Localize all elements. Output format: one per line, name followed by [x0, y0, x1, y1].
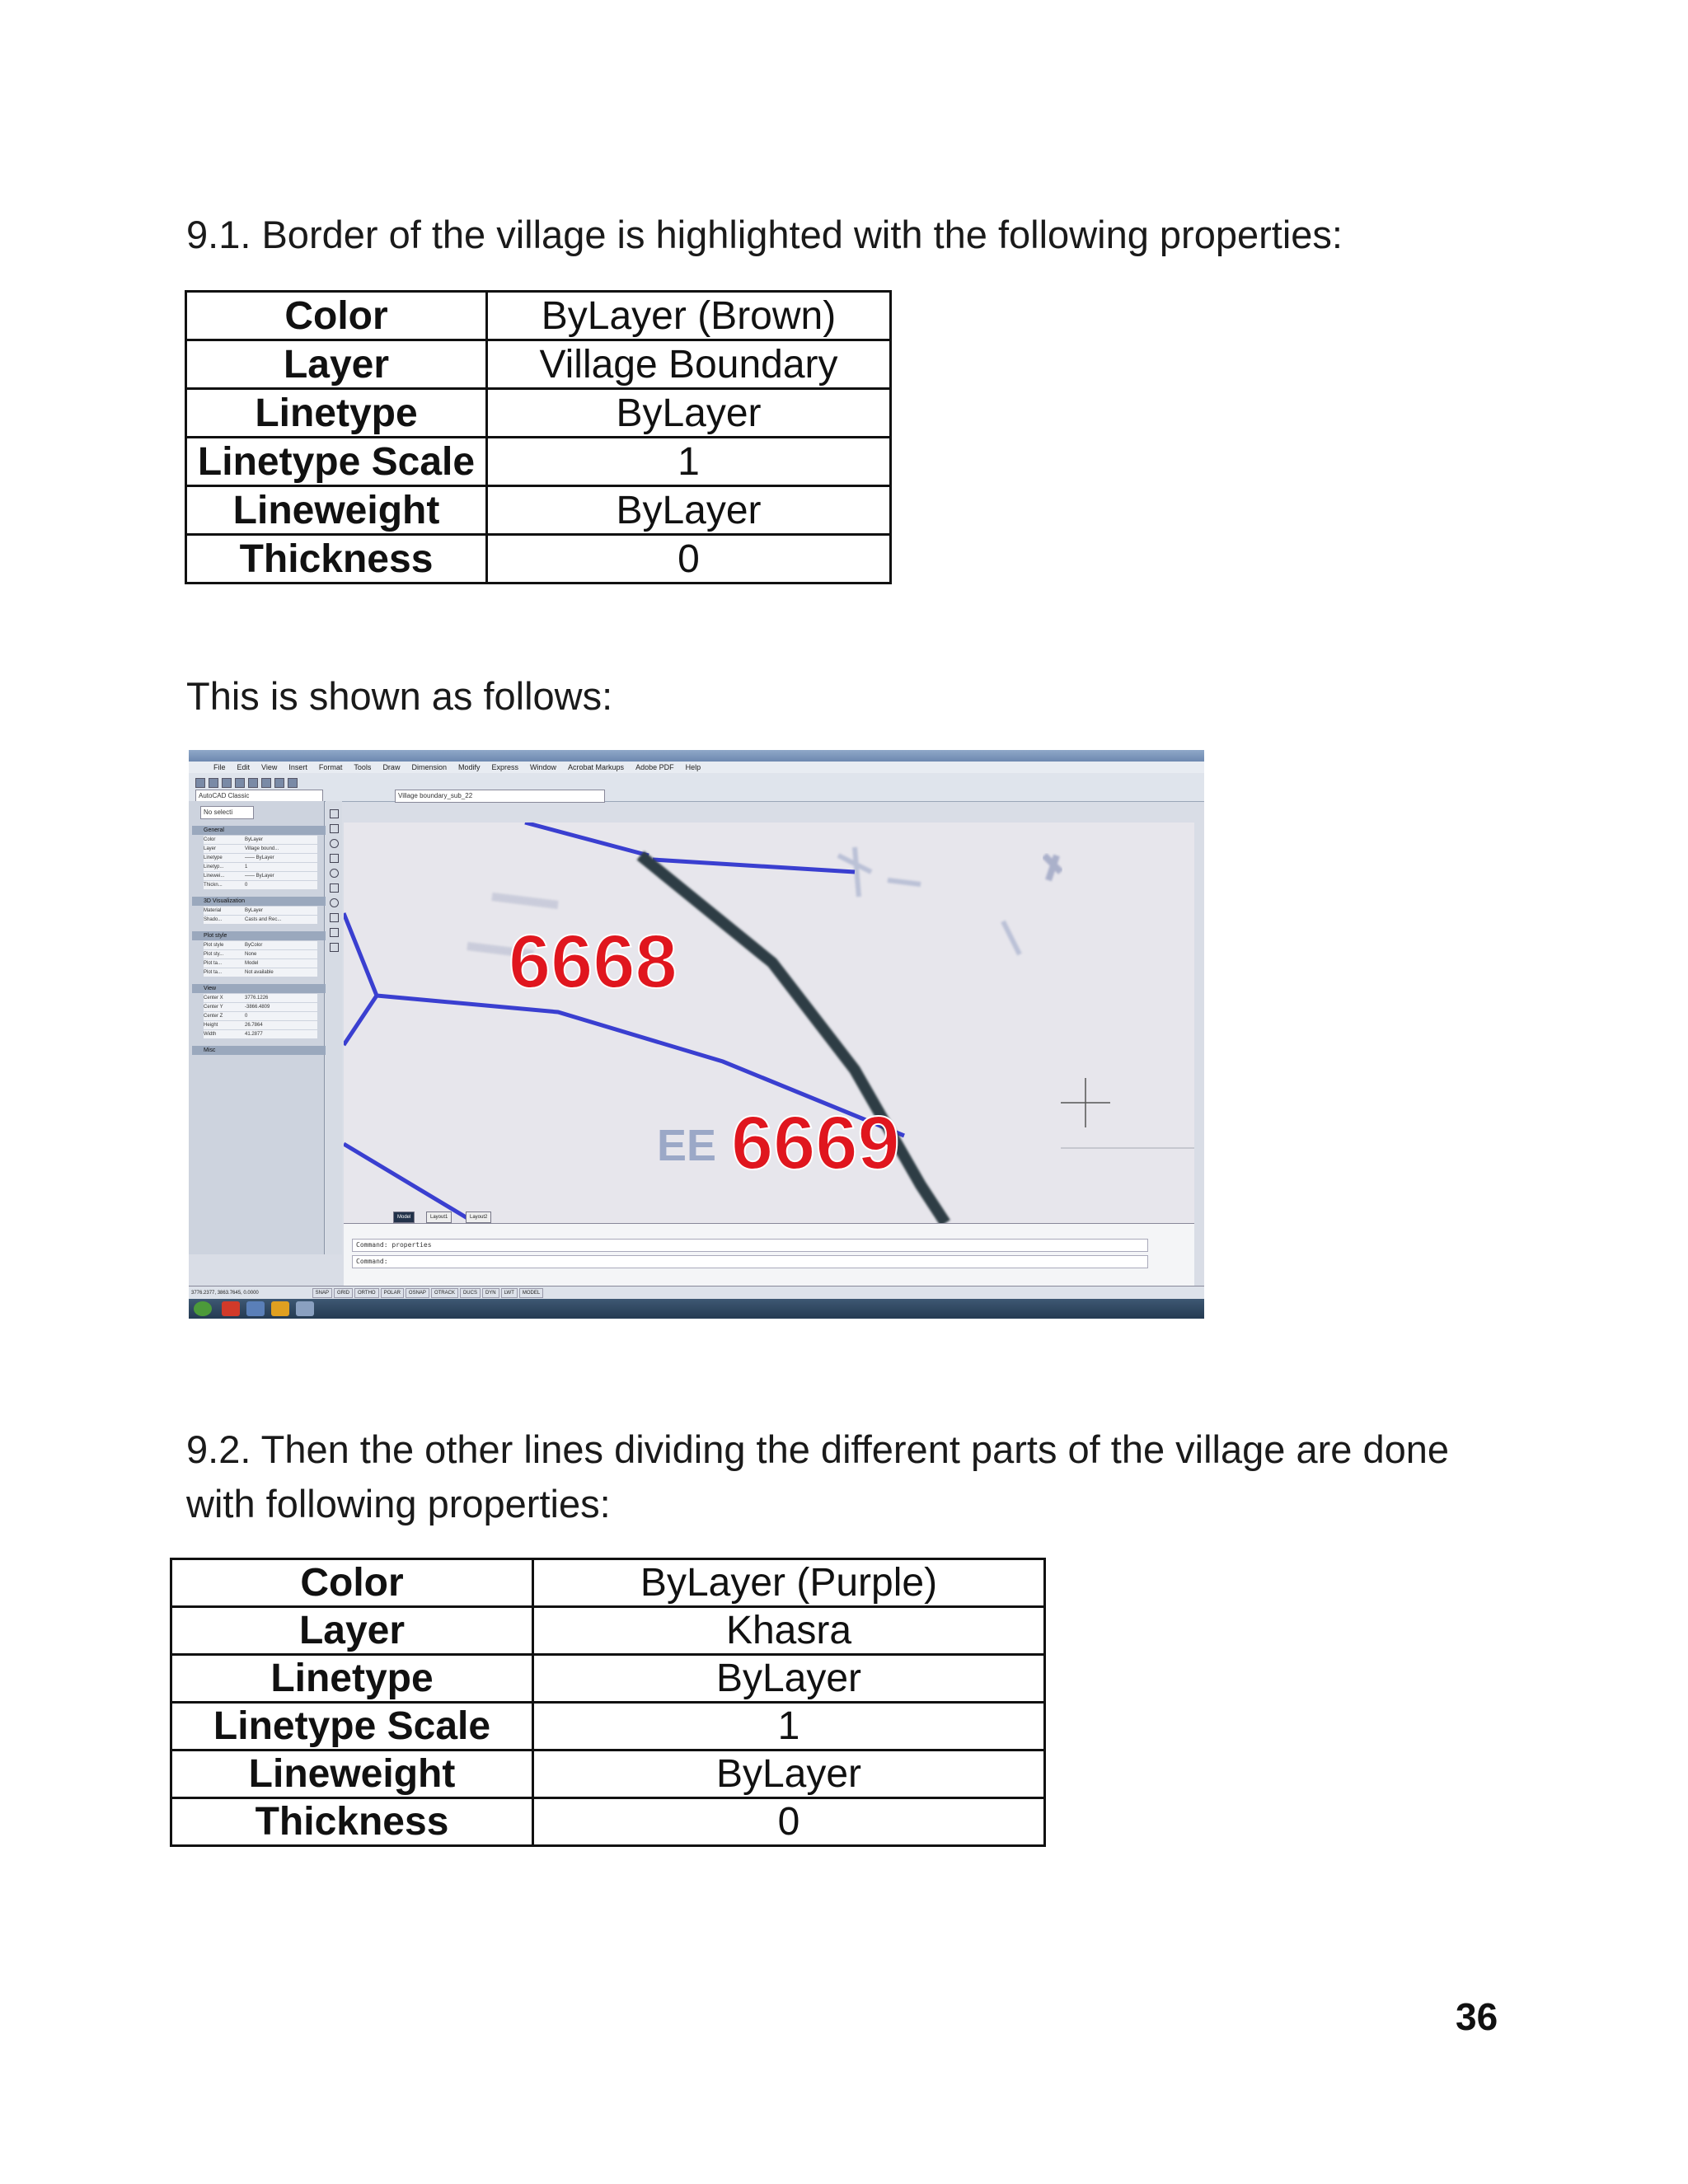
palette-row [204, 907, 317, 915]
table-row [186, 535, 891, 583]
table-row [171, 1798, 1045, 1846]
workspace-combo: AutoCAD Classic [195, 790, 323, 803]
faded-label: EE [657, 1121, 717, 1170]
palette-value: ByLayer [245, 837, 264, 842]
palette-key: Width [204, 1032, 217, 1037]
palette-key: Linewei... [204, 874, 225, 879]
plot-number-label: 6668 [509, 920, 678, 1004]
command-input[interactable]: Command: [352, 1255, 1148, 1268]
palette-section-header: Plot style [192, 931, 329, 940]
drawing-svg [344, 823, 1194, 1223]
palette-value: —— ByLayer [245, 874, 274, 879]
palette-value: Village bound... [245, 846, 279, 851]
page-number: 36 [1456, 1995, 1498, 2038]
palette-value: -3866.4809 [245, 1005, 270, 1010]
status-toggle[interactable]: ORTHO [354, 1288, 379, 1298]
pan-icon [274, 778, 284, 788]
property-name: Color [171, 1559, 533, 1607]
status-toggle[interactable]: POLAR [381, 1288, 404, 1298]
palette-value: Model [245, 961, 259, 966]
tab-layout2[interactable]: Layout2 [466, 1212, 491, 1223]
palette-row [204, 881, 317, 889]
property-name: Layer [186, 340, 487, 389]
palette-key: Height [204, 1023, 218, 1028]
menu-item: Edit [237, 763, 251, 771]
palette-value: Casts and Rec... [245, 917, 282, 922]
palette-value: 1 [245, 865, 248, 869]
taskbar-app-icon[interactable] [296, 1301, 314, 1316]
palette-section-header: General [192, 826, 329, 835]
block-icon [330, 913, 339, 922]
property-value: ByLayer [487, 389, 891, 438]
taskbar-app-icon[interactable] [271, 1301, 289, 1316]
table-row [171, 1655, 1045, 1703]
palette-key: Center Y [204, 1005, 223, 1010]
tab-layout1[interactable]: Layout1 [426, 1212, 452, 1223]
palette-row [204, 1012, 317, 1020]
palette-key: Color [204, 837, 216, 842]
palette-key: Plot ta... [204, 961, 223, 966]
palette-row [204, 950, 317, 958]
save-icon [222, 778, 232, 788]
draw-toolbar [326, 801, 342, 1254]
property-value: ByLayer [533, 1750, 1045, 1798]
palette-value: 26.7864 [245, 1023, 263, 1028]
palette-key: Thickn... [204, 883, 223, 888]
menu-item: Express [491, 763, 519, 771]
palette-section-header: Misc [192, 1046, 329, 1055]
palette-row [204, 941, 317, 949]
menu-item: Format [318, 763, 343, 771]
property-value: 0 [533, 1798, 1045, 1846]
palette-key: Linetyp... [204, 865, 224, 869]
palette-row [204, 854, 317, 862]
plot-number-label: 6669 [731, 1101, 900, 1185]
status-toggle[interactable]: OSNAP [406, 1288, 429, 1298]
palette-row [204, 1003, 317, 1011]
open-icon [209, 778, 218, 788]
circle-icon [330, 839, 339, 848]
menu-item: Insert [288, 763, 307, 771]
menu-item: Dimension [411, 763, 447, 771]
zoom-icon [288, 778, 298, 788]
property-name: Linetype Scale [171, 1703, 533, 1750]
palette-key: Center X [204, 996, 223, 1001]
line-icon [330, 809, 339, 818]
property-value: Khasra [533, 1607, 1045, 1655]
property-name: Lineweight [171, 1750, 533, 1798]
property-value: ByLayer (Purple) [533, 1559, 1045, 1607]
menu-item: Acrobat Markups [568, 763, 625, 771]
palette-row [204, 1021, 317, 1029]
taskbar-app-icon[interactable] [246, 1301, 265, 1316]
palette-value: 0 [245, 1014, 248, 1019]
table-row [171, 1750, 1045, 1798]
status-toggle[interactable]: OTRACK [431, 1288, 458, 1298]
redo-icon [261, 778, 271, 788]
palette-row [204, 968, 317, 977]
menu-item: Modify [457, 763, 481, 771]
palette-row [204, 1030, 317, 1038]
windows-taskbar [189, 1299, 1204, 1319]
property-name: Linetype [186, 389, 487, 438]
palette-row [204, 836, 317, 844]
properties-palette [189, 801, 325, 1254]
palette-value: —— ByLayer [245, 855, 274, 860]
layer-combo: Village boundary_sub_22 [395, 790, 605, 803]
palette-value: 0 [245, 883, 248, 888]
table-row [171, 1703, 1045, 1750]
hatch-icon [330, 883, 339, 893]
status-bar [189, 1286, 1204, 1300]
menu-item: Help [685, 763, 701, 771]
status-toggle[interactable]: DYN [482, 1288, 499, 1298]
status-toggle[interactable]: MODEL [519, 1288, 543, 1298]
palette-key: Plot style [204, 943, 224, 948]
table-row [186, 340, 891, 389]
property-name: Lineweight [186, 486, 487, 535]
palette-section-header: View [192, 984, 329, 993]
rectangle-icon [330, 854, 339, 863]
palette-row [204, 994, 317, 1002]
menu-item: File [213, 763, 226, 771]
palette-value: None [245, 952, 257, 957]
palette-key: Linetype [204, 855, 223, 860]
palette-key: Layer [204, 846, 217, 851]
palette-key: Plot ta... [204, 970, 223, 975]
property-name: Thickness [186, 535, 487, 583]
property-name: Layer [171, 1607, 533, 1655]
palette-row [204, 872, 317, 880]
property-value: ByLayer [533, 1655, 1045, 1703]
tab-model[interactable]: Model [393, 1212, 415, 1223]
palette-row [204, 959, 317, 968]
polyline-icon [330, 824, 339, 833]
property-value: 0 [487, 535, 891, 583]
ellipse-icon [330, 898, 339, 907]
village-boundary-properties-table [185, 290, 892, 584]
palette-key: Center Z [204, 1014, 223, 1019]
taskbar-app-icon[interactable] [222, 1301, 240, 1316]
palette-value: ByLayer [245, 908, 264, 913]
palette-row [204, 863, 317, 871]
palette-key: Material [204, 908, 222, 913]
drawing-canvas [344, 823, 1194, 1223]
start-button-icon[interactable] [194, 1301, 212, 1316]
table-row [186, 292, 891, 340]
selection-combo: No selecti [200, 806, 254, 819]
section-2-heading-line-2: with following properties: [186, 1482, 611, 1526]
palette-value: 3776.1226 [245, 996, 269, 1001]
section-1-heading: 9.1. Border of the village is highlighted with the following properties: [186, 213, 1343, 256]
window-title-bar [189, 750, 1204, 762]
palette-key: Plot sty... [204, 952, 224, 957]
property-name: Linetype [171, 1655, 533, 1703]
property-name: Thickness [171, 1798, 533, 1846]
property-value: ByLayer [487, 486, 891, 535]
figure-caption: This is shown as follows: [186, 674, 613, 718]
menu-item: Window [530, 763, 557, 771]
table-row [186, 438, 891, 486]
text-icon [330, 943, 339, 952]
status-toggle[interactable]: LWT [501, 1288, 518, 1298]
menu-item: Draw [382, 763, 401, 771]
property-name: Color [186, 292, 487, 340]
palette-value: 41.2877 [245, 1032, 263, 1037]
table-icon [330, 928, 339, 937]
property-name: Linetype Scale [186, 438, 487, 486]
menu-bar [189, 762, 1204, 773]
status-toggle[interactable]: DUCS [460, 1288, 481, 1298]
command-history-line: Command: properties [352, 1239, 1148, 1252]
palette-section-header: 3D Visualization [192, 897, 329, 906]
palette-row [204, 916, 317, 924]
table-row [186, 486, 891, 535]
palette-value: ByColor [245, 943, 263, 948]
khasra-properties-table [170, 1558, 1046, 1847]
plot-icon [235, 778, 245, 788]
toolbar [189, 773, 1204, 802]
coordinate-readout: 3776.2377, 3863.7645, 0.0000 [191, 1291, 259, 1296]
menu-item: Adobe PDF [635, 763, 674, 771]
property-value: Village Boundary [487, 340, 891, 389]
autocad-screenshot [189, 750, 1204, 1319]
palette-row [204, 845, 317, 853]
new-icon [195, 778, 205, 788]
table-row [186, 389, 891, 438]
property-value: 1 [487, 438, 891, 486]
undo-icon [248, 778, 258, 788]
menu-item: Tools [354, 763, 372, 771]
table-row [171, 1559, 1045, 1607]
table-row [171, 1607, 1045, 1655]
palette-key: Shado... [204, 917, 223, 922]
arc-icon [330, 869, 339, 878]
menu-item: View [261, 763, 278, 771]
status-toggle[interactable]: GRID [334, 1288, 353, 1298]
status-toggle[interactable]: SNAP [312, 1288, 332, 1298]
property-value: 1 [533, 1703, 1045, 1750]
palette-value: Not available [245, 970, 274, 975]
property-value: ByLayer (Brown) [487, 292, 891, 340]
section-2-heading-line-1: 9.2. Then the other lines dividing the different parts of the village are done [186, 1427, 1449, 1471]
